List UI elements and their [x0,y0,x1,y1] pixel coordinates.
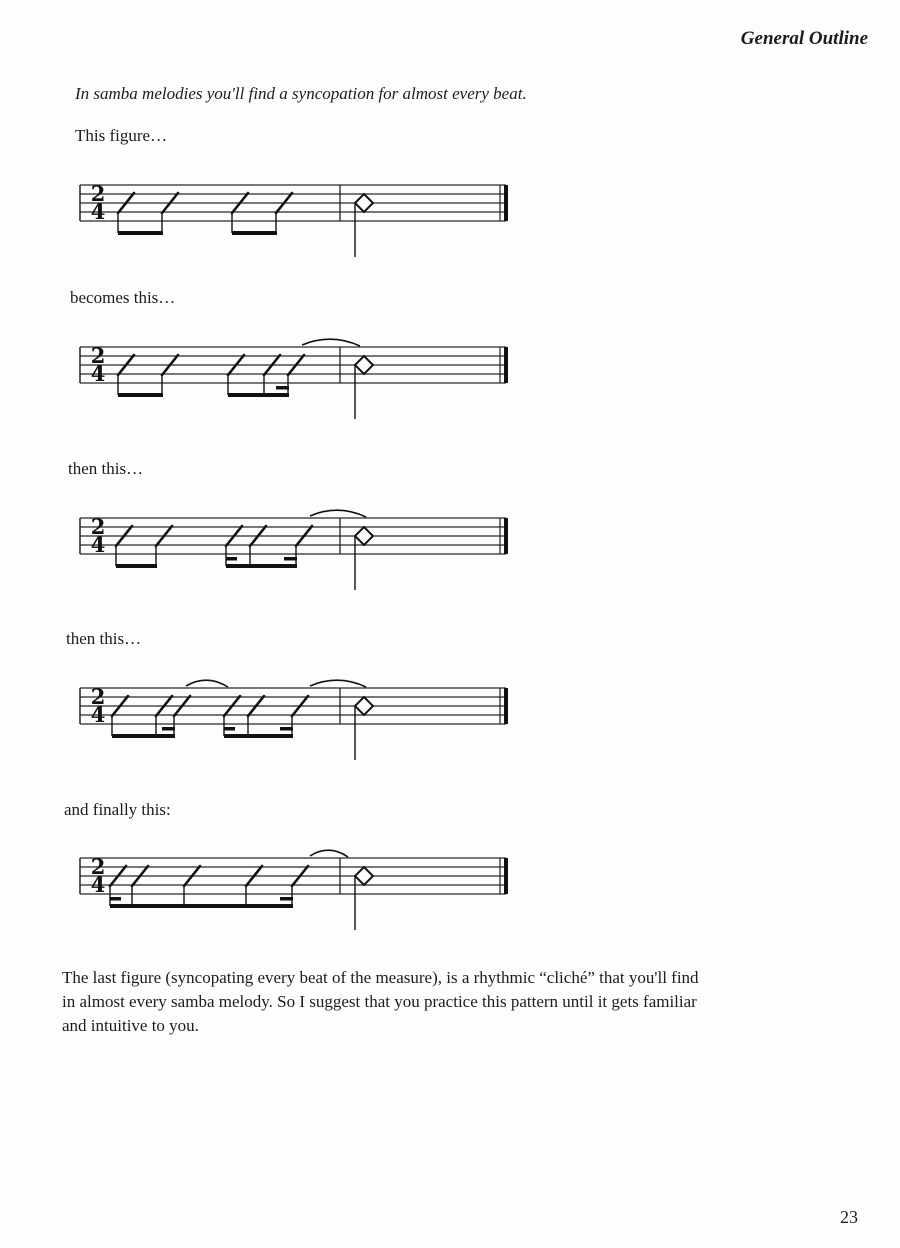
explanation-paragraph: The last figure (syncopating every beat of the measure), is a rhythmic “cliché” that you'll find in almost every samba melody. So I suggest that you practice this pattern until it gets familiar and intuitive to you. [62,968,699,1035]
note-beam [116,564,157,568]
time-signature-top: 2 [90,343,106,368]
time-signature-bottom: 4 [90,361,106,386]
time-signature-bottom: 4 [90,872,106,897]
sixteenth-beam [284,557,297,561]
example-label-2: becomes this… [70,288,176,307]
time-signature-bottom: 4 [90,532,106,557]
intro-sentence: In samba melodies you'll find a syncopation for almost every beat. [75,84,527,103]
time-signature-bottom: 4 [90,702,106,727]
time-signature-top: 2 [90,684,106,709]
half-note-diamond [355,356,373,374]
note-beam [118,231,163,235]
rhythm-staff-5 [78,838,518,948]
half-note-diamond [355,867,373,885]
note-beam [232,231,277,235]
example-label-1: This figure… [75,126,168,145]
note-beam [224,734,293,738]
rhythm-staff-1 [78,165,518,275]
page-number: 23 [840,1207,858,1227]
sixteenth-beam [280,897,293,901]
note-beam [112,734,175,738]
tie [310,850,348,857]
tie [302,339,360,346]
sixteenth-beam [226,557,237,561]
note-beam [228,393,289,397]
note-beam [226,564,297,568]
example-label-3: then this… [68,459,144,478]
tie [186,680,228,687]
sixteenth-beam [276,386,289,390]
time-signature-top: 2 [90,514,106,539]
sixteenth-beam [110,897,121,901]
example-label-5: and finally this: [64,800,171,819]
rhythm-staff-4 [78,668,518,778]
tie [310,510,366,517]
example-label-4: then this… [66,629,142,648]
half-note-diamond [355,527,373,545]
sixteenth-beam [280,727,293,731]
sixteenth-beam [162,727,175,731]
time-signature-bottom: 4 [90,199,106,224]
note-beam [110,904,293,908]
rhythm-staff-3 [78,498,518,608]
half-note-diamond [355,697,373,715]
half-note-diamond [355,194,373,212]
rhythm-staff-2 [78,327,518,437]
time-signature-top: 2 [90,854,106,879]
running-header: General Outline [740,28,868,49]
time-signature-top: 2 [90,181,106,206]
tie [310,680,366,687]
sixteenth-beam [224,727,235,731]
note-beam [118,393,163,397]
